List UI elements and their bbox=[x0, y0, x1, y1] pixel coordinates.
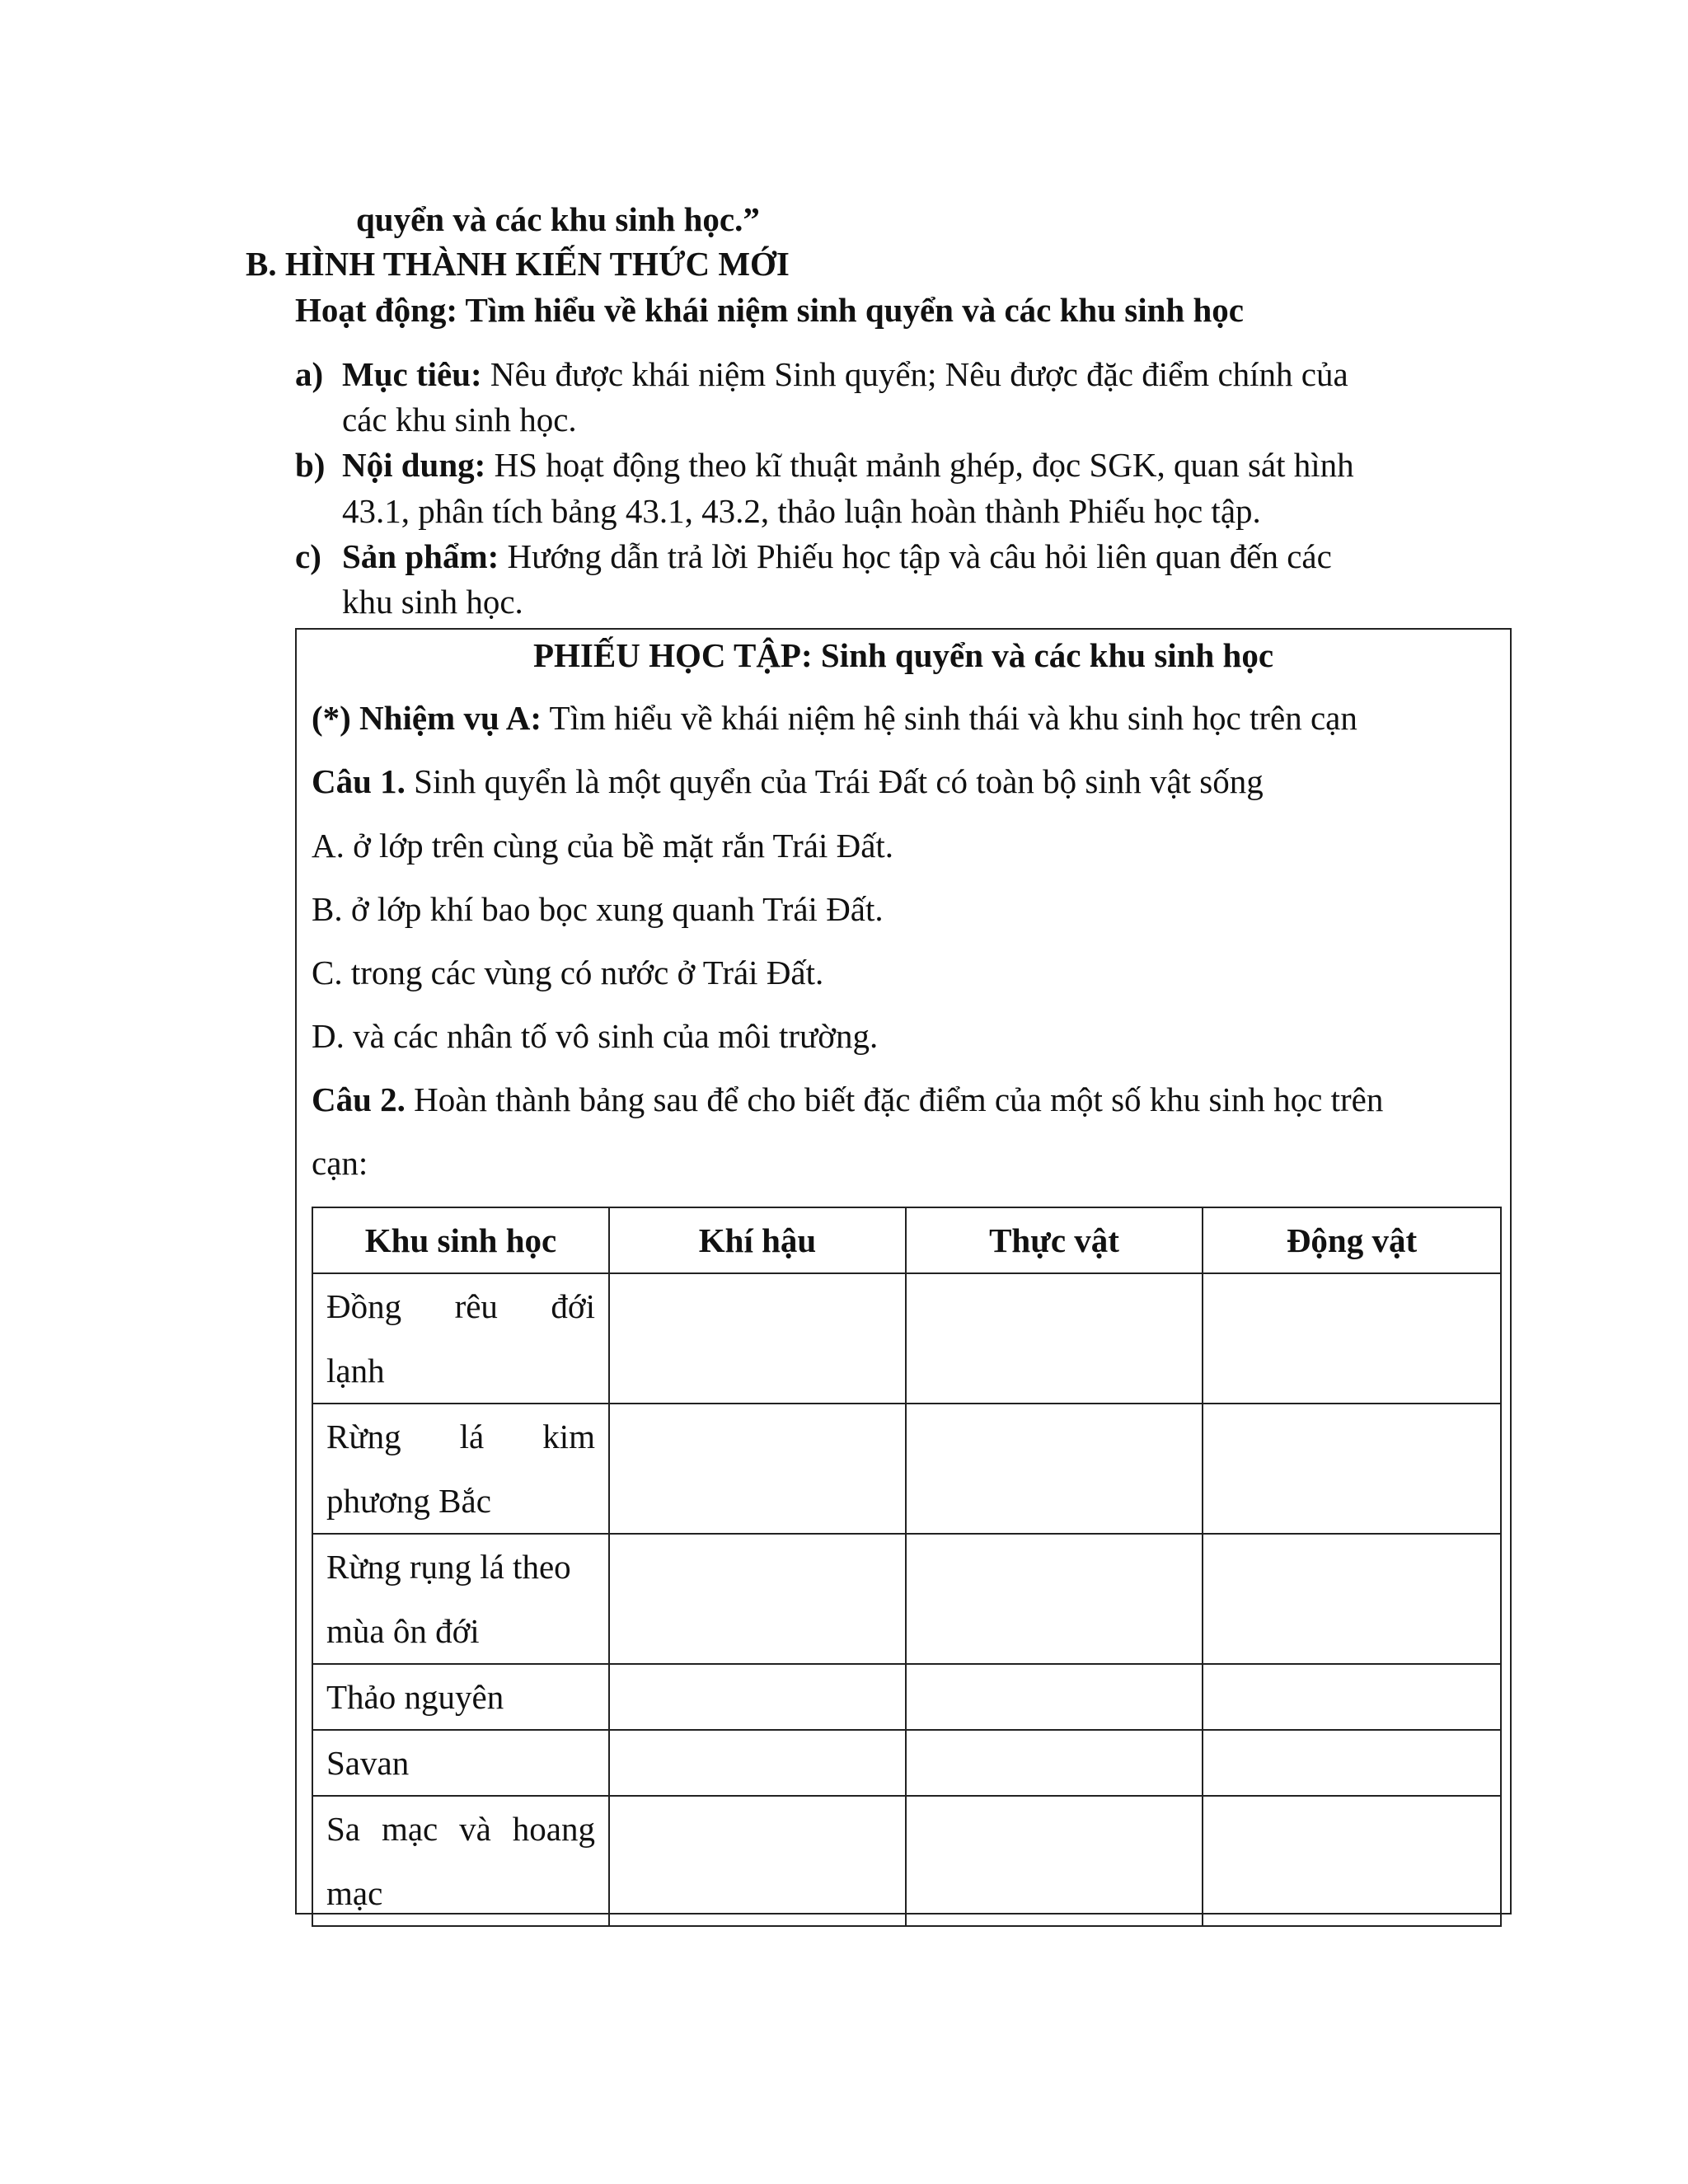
biome-cell bbox=[312, 1664, 609, 1730]
biome-line: Savan bbox=[326, 1744, 410, 1782]
biome-line: phương Bắc bbox=[326, 1482, 491, 1520]
header-plants: Thực vật bbox=[906, 1207, 1203, 1273]
table-row bbox=[312, 1534, 1501, 1664]
biome-cell bbox=[312, 1730, 609, 1796]
option-a: A. ở lớp trên cùng của bề mặt rắn Trái Đất. bbox=[312, 827, 894, 865]
question-1-text: Sinh quyển là một quyển của Trái Đất có toàn bộ sinh vật sống bbox=[405, 762, 1264, 800]
animals-cell[interactable] bbox=[1203, 1730, 1501, 1796]
question-1-label: Câu 1. bbox=[312, 762, 406, 800]
item-b-text: HS hoạt động theo kĩ thuật mảnh ghép, đọc SGK, quan sát hình bbox=[485, 446, 1354, 484]
section-b-heading: B. HÌNH THÀNH KIẾN THỨC MỚI bbox=[246, 245, 790, 283]
climate-cell[interactable] bbox=[609, 1730, 906, 1796]
table-row bbox=[312, 1796, 1501, 1926]
item-a-text: Nêu được khái niệm Sinh quyển; Nêu được đặc điểm chính của bbox=[481, 355, 1348, 393]
biome-line: Đồng rêu đới bbox=[326, 1287, 595, 1325]
worksheet-box bbox=[295, 628, 1512, 1915]
climate-cell[interactable] bbox=[609, 1404, 906, 1534]
continued-quote-line: quyển và các khu sinh học.” bbox=[356, 200, 760, 238]
question-2-label: Câu 2. bbox=[312, 1080, 406, 1118]
climate-cell[interactable] bbox=[609, 1273, 906, 1404]
plants-cell[interactable] bbox=[906, 1730, 1203, 1796]
question-1-line bbox=[312, 760, 1264, 803]
biome-line: Rừng lá kim bbox=[326, 1418, 595, 1455]
animals-cell[interactable] bbox=[1203, 1534, 1501, 1664]
item-a-marker: a) bbox=[295, 355, 324, 393]
climate-cell[interactable] bbox=[609, 1534, 906, 1664]
item-c-line2: khu sinh học. bbox=[342, 583, 523, 621]
item-b-marker: b) bbox=[295, 446, 326, 484]
plants-cell[interactable] bbox=[906, 1404, 1203, 1534]
animals-cell[interactable] bbox=[1203, 1273, 1501, 1404]
biome-line: mùa ôn đới bbox=[326, 1612, 480, 1650]
item-c-label: Sản phẩm: bbox=[342, 537, 499, 575]
table-row bbox=[312, 1664, 1501, 1730]
biome-cell bbox=[312, 1534, 609, 1664]
item-b-line1 bbox=[342, 443, 1354, 486]
question-2-line bbox=[312, 1078, 1383, 1121]
plants-cell[interactable] bbox=[906, 1796, 1203, 1926]
biome-table bbox=[312, 1207, 1502, 1927]
plants-cell[interactable] bbox=[906, 1534, 1203, 1664]
task-a-line bbox=[312, 696, 1357, 739]
table-row bbox=[312, 1404, 1501, 1534]
item-a-line2: các khu sinh học. bbox=[342, 401, 577, 438]
biome-line: Rừng rụng lá theo bbox=[326, 1548, 571, 1586]
task-a-text: Tìm hiểu về khái niệm hệ sinh thái và khu sinh học trên cạn bbox=[542, 699, 1357, 737]
item-c-line1 bbox=[342, 535, 1332, 578]
item-b-label: Nội dung: bbox=[342, 446, 486, 484]
animals-cell[interactable] bbox=[1203, 1404, 1501, 1534]
worksheet-title: PHIẾU HỌC TẬP: Sinh quyển và các khu sinh học bbox=[532, 636, 1274, 674]
plants-cell[interactable] bbox=[906, 1664, 1203, 1730]
activity-heading: Hoạt động: Tìm hiểu về khái niệm sinh quyển và các khu sinh học bbox=[295, 291, 1244, 329]
biome-line: lạnh bbox=[326, 1352, 385, 1390]
climate-cell[interactable] bbox=[609, 1664, 906, 1730]
biome-cell bbox=[312, 1796, 609, 1926]
biome-cell bbox=[312, 1404, 609, 1534]
header-climate: Khí hậu bbox=[609, 1207, 906, 1273]
table-row bbox=[312, 1273, 1501, 1404]
biome-line: Sa mạc và hoang bbox=[326, 1810, 595, 1848]
question-2-text: Hoàn thành bảng sau để cho biết đặc điểm của một số khu sinh học trên bbox=[405, 1080, 1384, 1118]
header-animals: Động vật bbox=[1203, 1207, 1501, 1273]
biome-cell bbox=[312, 1273, 609, 1404]
header-biome: Khu sinh học bbox=[312, 1207, 609, 1273]
table-row bbox=[312, 1730, 1501, 1796]
biome-line: Thảo nguyên bbox=[326, 1678, 504, 1716]
question-2-line2: cạn: bbox=[312, 1144, 368, 1182]
task-a-label: (*) Nhiệm vụ A: bbox=[312, 699, 542, 737]
animals-cell[interactable] bbox=[1203, 1664, 1501, 1730]
climate-cell[interactable] bbox=[609, 1796, 906, 1926]
biome-line: mạc bbox=[326, 1874, 383, 1912]
item-c-marker: c) bbox=[295, 537, 321, 575]
option-d: D. và các nhân tố vô sinh của môi trường. bbox=[312, 1017, 879, 1055]
option-b: B. ở lớp khí bao bọc xung quanh Trái Đất. bbox=[312, 890, 884, 928]
item-a-label: Mục tiêu: bbox=[342, 355, 482, 393]
table-header-row bbox=[312, 1207, 1501, 1273]
option-c: C. trong các vùng có nước ở Trái Đất. bbox=[312, 954, 824, 991]
item-a-line1 bbox=[342, 353, 1348, 396]
item-c-text: Hướng dẫn trả lời Phiếu học tập và câu hỏi liên quan đến các bbox=[499, 537, 1332, 575]
animals-cell[interactable] bbox=[1203, 1796, 1501, 1926]
item-b-line2: 43.1, phân tích bảng 43.1, 43.2, thảo luận hoàn thành Phiếu học tập. bbox=[342, 492, 1261, 530]
plants-cell[interactable] bbox=[906, 1273, 1203, 1404]
